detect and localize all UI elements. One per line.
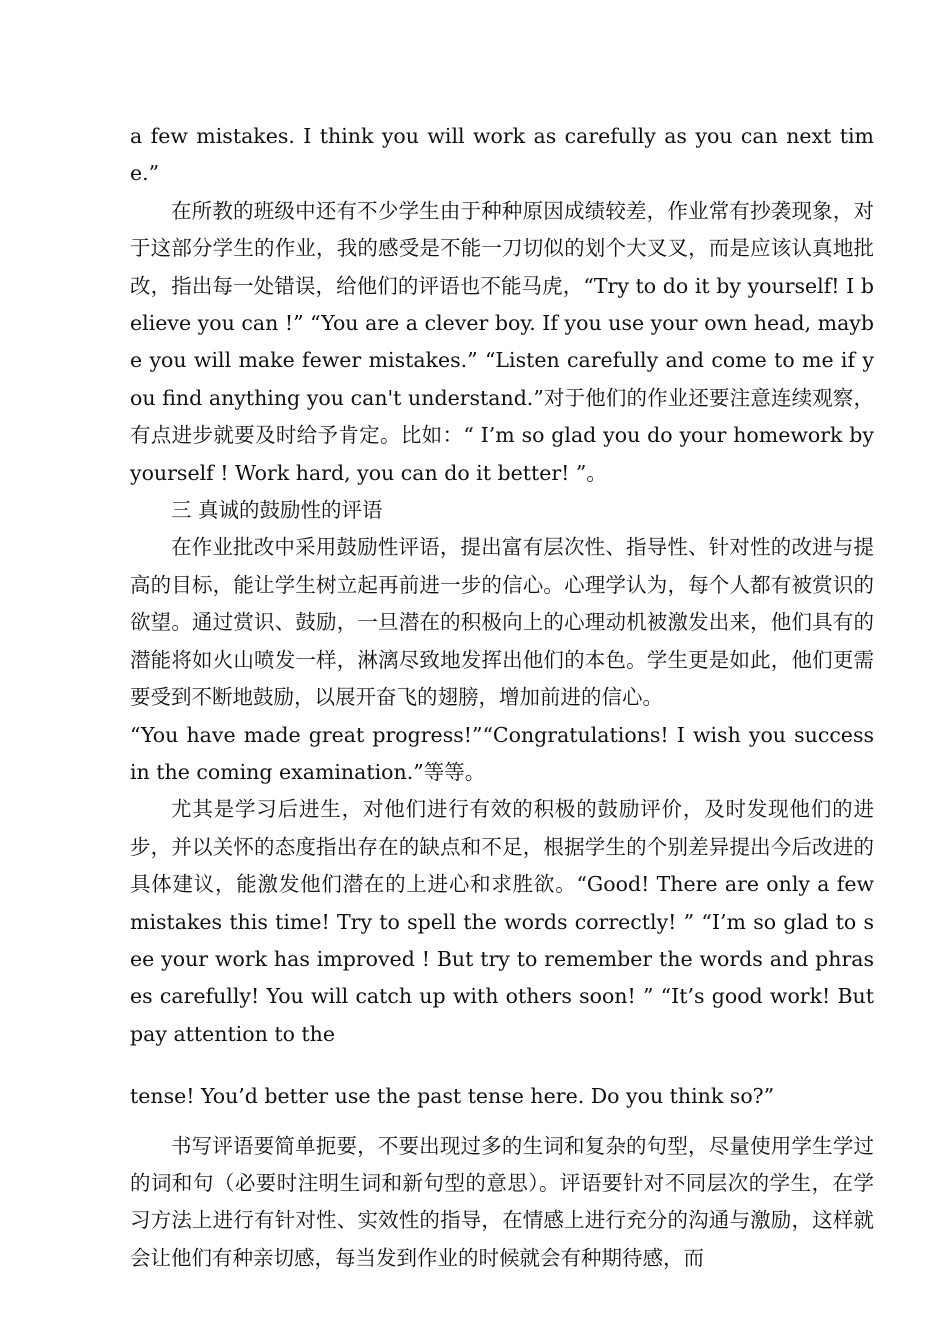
section-heading: 三 真诚的鼓励性的评语 bbox=[171, 498, 383, 523]
paragraph-tense-comment: tense! You’d better use the past tense here. Do you think so?” bbox=[130, 1084, 775, 1109]
paragraph-weak-students: 在所教的班级中还有不少学生由于种种原因成绩较差，作业常有抄袭现象，对于这部分学生的作业，我的感受是不能一刀切似的划个大叉叉，而是应该认真地批改，指出每一处错误，给他们的评语也不能马虎，“Try to do it by yourself! I believe you can !” “You are a clever boy. If you use your own head, maybe you will make fewer mistakes.” “Listen carefully and come to me if you find anything you can't understand.”对于他们的作业还要注意连续观察，有点进步就要及时给予肯定。比如：“ I’m so glad you do your homework by yourself ! Work hard, you can do it better! ”。 bbox=[130, 198, 874, 485]
paragraph-encouragement: 在作业批改中采用鼓励性评语，提出富有层次性、指导性、针对性的改进与提高的目标，能让学生树立起再前进一步的信心。心理学认为，每个人都有被赏识的欲望。通过赏识、鼓励，一旦潜在的积极向上的心理动机被激发出来，他们具有的潜能将如火山喷发一样，淋漓尽致地发挥出他们的本色。学生更是如此，他们更需要受到不断地鼓励，以展开奋飞的翅膀，增加前进的信心。 bbox=[130, 535, 874, 710]
paragraph-underachievers: 尤其是学习后进生，对他们进行有效的积极的鼓励评价，及时发现他们的进步，并以关怀的态度指出存在的缺点和不足，根据学生的个别差异提出今后改进的具体建议，能激发他们潜在的上进心和求胜欲。“Good! There are only a few mistakes this time! Try to spell the words correctly! ” “I’m so glad to see your work has improved ! But try to remember the words and phrases carefully! You will catch up with others soon! ” “It’s good work! But pay attention to the bbox=[130, 797, 874, 1046]
paragraph-example-comments: “You have made great progress!”“Congratulations! I wish you success in the coming examination.”等等。 bbox=[130, 722, 874, 784]
paragraph-writing-comments: 书写评语要简单扼要，不要出现过多的生词和复杂的句型，尽量使用学生学过的词和句（必要时注明生词和新句型的意思）。评语要针对不同层次的学生，在学习方法上进行有针对性、实效性的指导，在情感上进行充分的沟通与激励，这样就会让他们有种亲切感，每当发到作业的时候就会有种期待感，而 bbox=[130, 1133, 874, 1270]
paragraph-continuation: a few mistakes. I think you will work as carefully as you can next time.” bbox=[130, 124, 874, 186]
document-page bbox=[130, 118, 874, 1277]
